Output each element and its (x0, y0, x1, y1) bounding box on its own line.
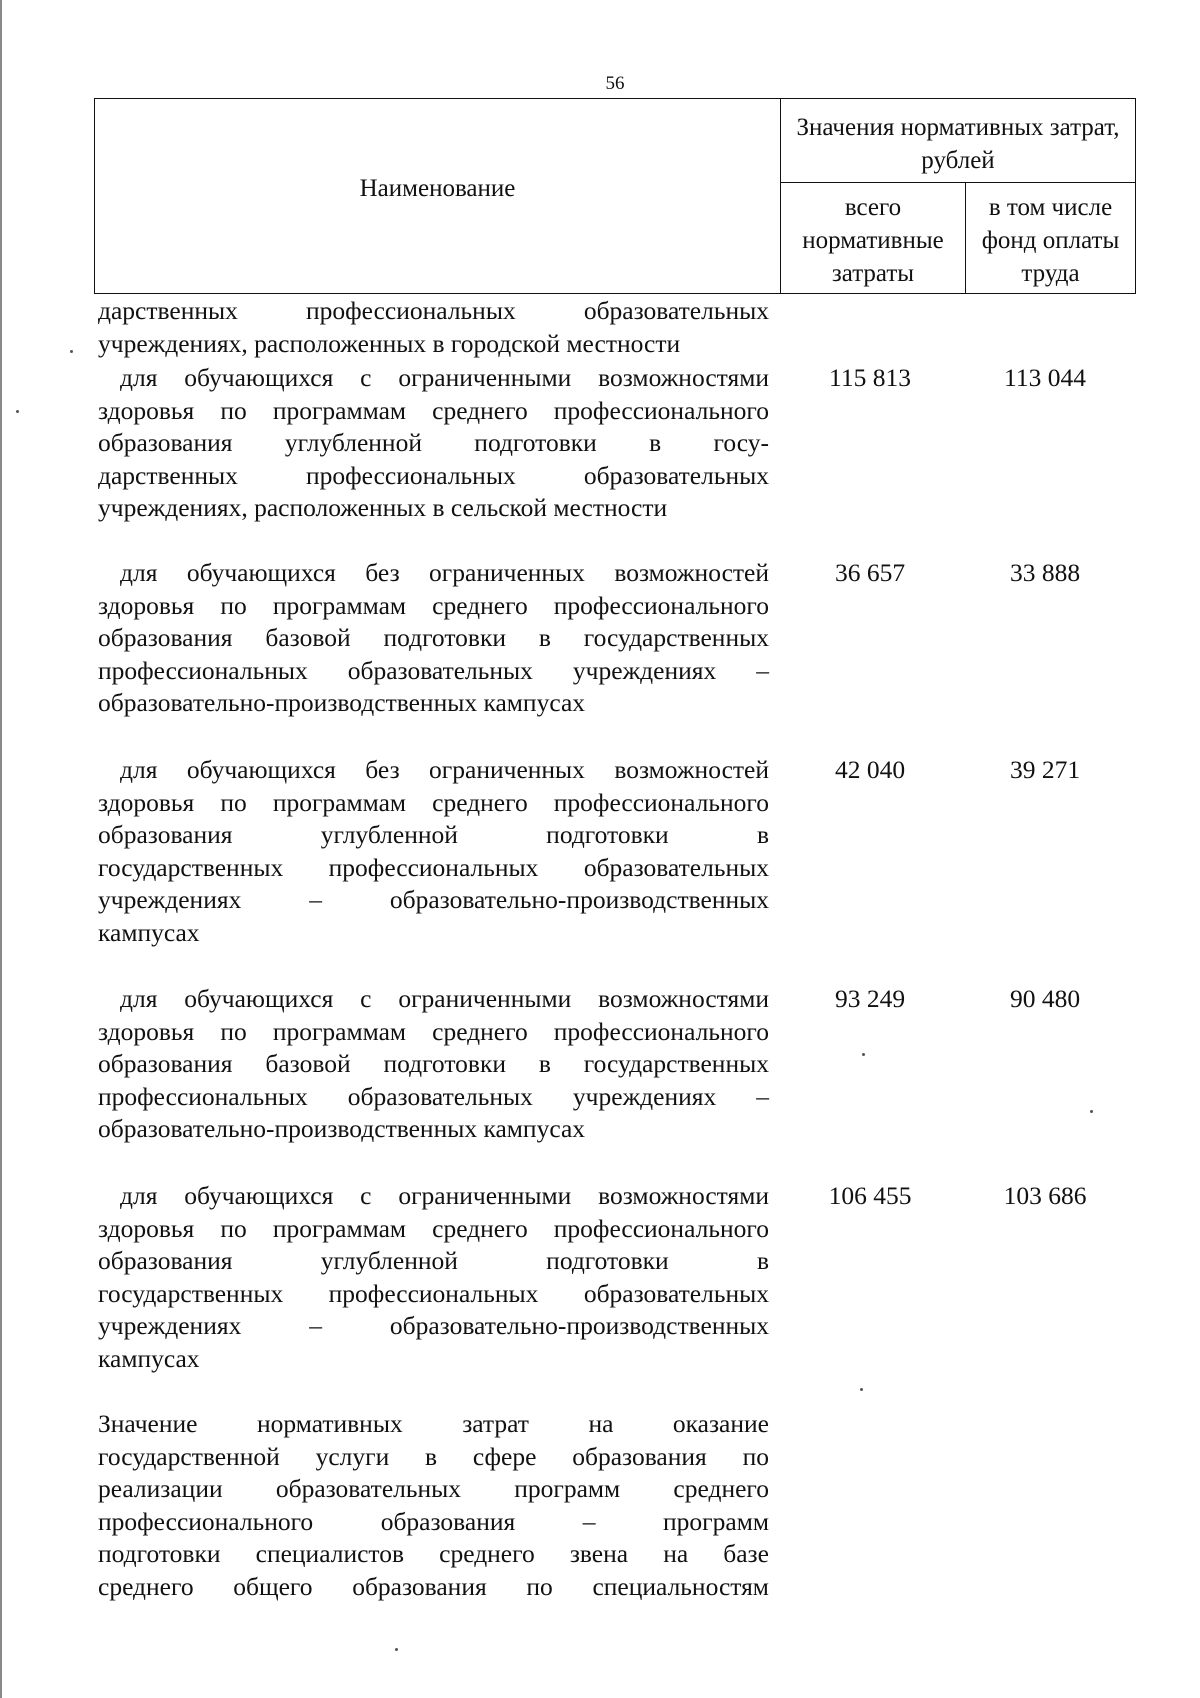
row-line (98, 1310, 769, 1343)
word: среднего (432, 395, 528, 425)
row-line (98, 787, 769, 820)
word: государственной (98, 1441, 280, 1471)
row-line (98, 427, 769, 460)
word: подготовки (546, 820, 669, 849)
word: обучающихся (184, 1181, 334, 1210)
row-total: 115 813 (829, 363, 911, 392)
word: образования (98, 1049, 233, 1078)
word: дарственных (98, 296, 238, 325)
row-line (98, 1538, 769, 1571)
row-line (98, 1441, 769, 1474)
word: в (425, 1441, 438, 1471)
word: среднего (432, 1016, 528, 1046)
word: образовательно-производственных (389, 1311, 769, 1340)
word: базе (723, 1539, 769, 1568)
word: образовательных (347, 1081, 533, 1111)
word: реализации (98, 1474, 223, 1503)
word: программам (272, 1213, 407, 1243)
word: возможностями (598, 363, 769, 392)
word: для (120, 984, 158, 1013)
word: государственных (98, 852, 284, 882)
word: профессиональных (98, 1081, 308, 1111)
word: возможностей (614, 755, 769, 784)
row-fot: 39 271 (1009, 755, 1081, 784)
word: программ (663, 1506, 769, 1536)
word: обучающихся (186, 558, 336, 587)
word: программам (272, 1016, 407, 1046)
word: возможностями (598, 984, 769, 1013)
word: профессиональных (305, 296, 516, 325)
row-line (98, 622, 769, 655)
word: для (120, 558, 158, 587)
scan-speck (395, 1648, 398, 1651)
word: учреждениях (572, 1081, 717, 1111)
word: нормативных (256, 1409, 403, 1438)
header-name: Наименование (95, 99, 781, 293)
word: здоровья (98, 1016, 195, 1046)
word: по (220, 787, 247, 817)
row-line: учреждениях, расположенных в сельской местности (98, 493, 668, 522)
row-name (98, 295, 769, 360)
word: обучающихся (184, 984, 334, 1013)
word: образования (572, 1441, 707, 1471)
row-line (98, 655, 769, 688)
row-line (98, 1278, 769, 1311)
word: по (220, 1213, 247, 1243)
word: без (365, 558, 400, 587)
word: в (649, 428, 662, 457)
word: профессиональных (328, 1278, 539, 1308)
word: базовой (265, 1049, 351, 1078)
word: учреждениях (572, 655, 717, 685)
word: с (360, 984, 372, 1013)
word: среднего (98, 1571, 194, 1601)
row-fot: 103 686 (1003, 1181, 1087, 1210)
row-total: 36 657 (834, 558, 906, 587)
word: углубленной (284, 428, 422, 457)
word: здоровья (98, 590, 195, 620)
word: с (360, 363, 372, 392)
scan-speck (70, 350, 73, 353)
word: в (538, 1049, 551, 1078)
word: среднего (432, 590, 528, 620)
scan-speck (1090, 1110, 1093, 1113)
word: образовательных (583, 1278, 769, 1308)
word: на (588, 1409, 614, 1438)
word: здоровья (98, 787, 195, 817)
word: образовательных (347, 655, 533, 685)
row-total: 106 455 (828, 1181, 912, 1210)
word: специалистов (255, 1539, 405, 1568)
word: подготовки (98, 1539, 221, 1568)
row-line (98, 295, 769, 328)
word: профессионального (553, 395, 769, 425)
word: профессионального (553, 1016, 769, 1046)
word: программам (272, 590, 407, 620)
row-total: 93 249 (834, 984, 906, 1013)
row-line (98, 1016, 769, 1049)
row-line (98, 395, 769, 428)
row-line (98, 1506, 769, 1539)
word: образовательно-производственных (389, 885, 769, 914)
word: профессионального (553, 590, 769, 620)
word: образования (98, 820, 233, 849)
word: в (756, 1246, 769, 1275)
word: ограниченными (398, 363, 572, 392)
word: ограниченных (429, 558, 585, 587)
word: для (120, 755, 158, 784)
word: по (526, 1571, 553, 1601)
word: общего (233, 1571, 313, 1601)
row-line (98, 1408, 769, 1441)
row-name (98, 1408, 769, 1603)
word: подготовки (546, 1246, 669, 1275)
word: обучающихся (186, 755, 336, 784)
word: образовательных (583, 296, 769, 325)
word: без (365, 755, 400, 784)
word: для (120, 1181, 158, 1210)
word: профессионального (98, 1506, 314, 1536)
word: учреждениях (98, 1311, 242, 1340)
word: образования (380, 1506, 516, 1536)
word: профессиональных (305, 460, 516, 490)
word: образования (98, 1246, 233, 1275)
word: образовательных (583, 852, 769, 882)
word: среднего (432, 787, 528, 817)
word: специальностям (592, 1571, 769, 1601)
row-line: учреждениях, расположенных в городской местности (98, 328, 681, 358)
word: звена (569, 1539, 629, 1568)
word: ограниченных (429, 755, 585, 784)
row-line (98, 1048, 769, 1081)
word: программам (272, 395, 407, 425)
row-line (98, 884, 769, 917)
word: среднего (673, 1474, 769, 1503)
word: ограниченными (398, 984, 572, 1013)
row-line (98, 983, 769, 1016)
word: – (756, 655, 769, 685)
word: затрат (462, 1409, 529, 1438)
row-fot: 33 888 (1009, 558, 1081, 587)
word: здоровья (98, 395, 195, 425)
word: в (538, 623, 551, 652)
row-fot: 113 044 (1004, 363, 1086, 392)
word: по (220, 1016, 247, 1046)
word: подготовки (383, 623, 506, 652)
word: подготовки (474, 428, 597, 457)
row-line (98, 1571, 769, 1604)
scan-speck (862, 1053, 865, 1056)
word: углубленной (320, 1246, 458, 1275)
row-line: кампусах (98, 1343, 200, 1373)
word: возможностей (614, 558, 769, 587)
row-name (98, 983, 769, 1146)
word: углубленной (320, 820, 458, 849)
word: обучающихся (184, 363, 334, 392)
row-fot: 90 480 (1009, 984, 1081, 1013)
row-line (98, 819, 769, 852)
word: образования (98, 623, 233, 652)
scan-speck (860, 1388, 863, 1391)
word: услуги (315, 1441, 390, 1471)
header-col-fot: в том числе фонд оплаты труда (981, 194, 1120, 287)
word: на (663, 1539, 689, 1568)
table-header (94, 98, 1136, 294)
row-name (98, 754, 769, 949)
row-line (98, 754, 769, 787)
row-name (98, 1180, 769, 1375)
row-line (98, 1245, 769, 1278)
word: профессиональных (98, 655, 308, 685)
word: профессиональных (328, 852, 539, 882)
word: базовой (265, 623, 351, 652)
row-line (98, 557, 769, 590)
word: учреждениях (98, 885, 242, 914)
word: сфере (472, 1441, 537, 1471)
word: оказание (672, 1409, 769, 1438)
word: государственных (583, 623, 769, 652)
word: профессионального (553, 787, 769, 817)
word: Значение (98, 1409, 198, 1438)
word: государственных (98, 1278, 284, 1308)
row-line (98, 1180, 769, 1213)
scan-edge (0, 0, 2, 1698)
word: – (309, 885, 322, 914)
word: по (220, 590, 247, 620)
row-line (98, 590, 769, 623)
row-line: кампусах (98, 917, 200, 947)
word: по (220, 395, 247, 425)
row-line: образовательно-производственных кампусах (98, 1114, 586, 1143)
scan-speck (16, 410, 19, 413)
page-number: 56 (605, 73, 625, 94)
row-line (98, 1213, 769, 1246)
header-values-title: Значения нормативных затрат, рублей (781, 99, 1135, 183)
word: – (582, 1506, 596, 1536)
word: образовательных (583, 460, 769, 490)
word: подготовки (383, 1049, 506, 1078)
word: государственных (583, 1049, 769, 1078)
word: образования (98, 428, 233, 457)
word: возможностями (598, 1181, 769, 1210)
word: с (360, 1181, 372, 1210)
row-name (98, 362, 769, 525)
word: госу- (713, 428, 769, 457)
word: для (120, 363, 158, 392)
word: образовательных (275, 1474, 462, 1503)
row-name (98, 557, 769, 720)
row-total: 42 040 (834, 755, 906, 784)
word: в (756, 820, 769, 849)
row-line (98, 362, 769, 395)
row-line (98, 1473, 769, 1506)
word: профессионального (553, 1213, 769, 1243)
word: программ (514, 1474, 621, 1503)
word: среднего (432, 1213, 528, 1243)
word: – (309, 1311, 322, 1340)
word: по (742, 1441, 769, 1471)
word: программам (272, 787, 407, 817)
row-line: образовательно-производственных кампусах (98, 688, 586, 717)
header-values (781, 99, 1135, 293)
word: образования (352, 1571, 487, 1601)
row-line (98, 460, 769, 493)
word: дарственных (98, 460, 238, 490)
header-col-total: всего нормативные затраты (781, 183, 966, 293)
word: среднего (439, 1539, 535, 1568)
row-line (98, 852, 769, 885)
row-line (98, 1081, 769, 1114)
word: – (756, 1081, 769, 1111)
word: здоровья (98, 1213, 195, 1243)
word: ограниченными (398, 1181, 572, 1210)
